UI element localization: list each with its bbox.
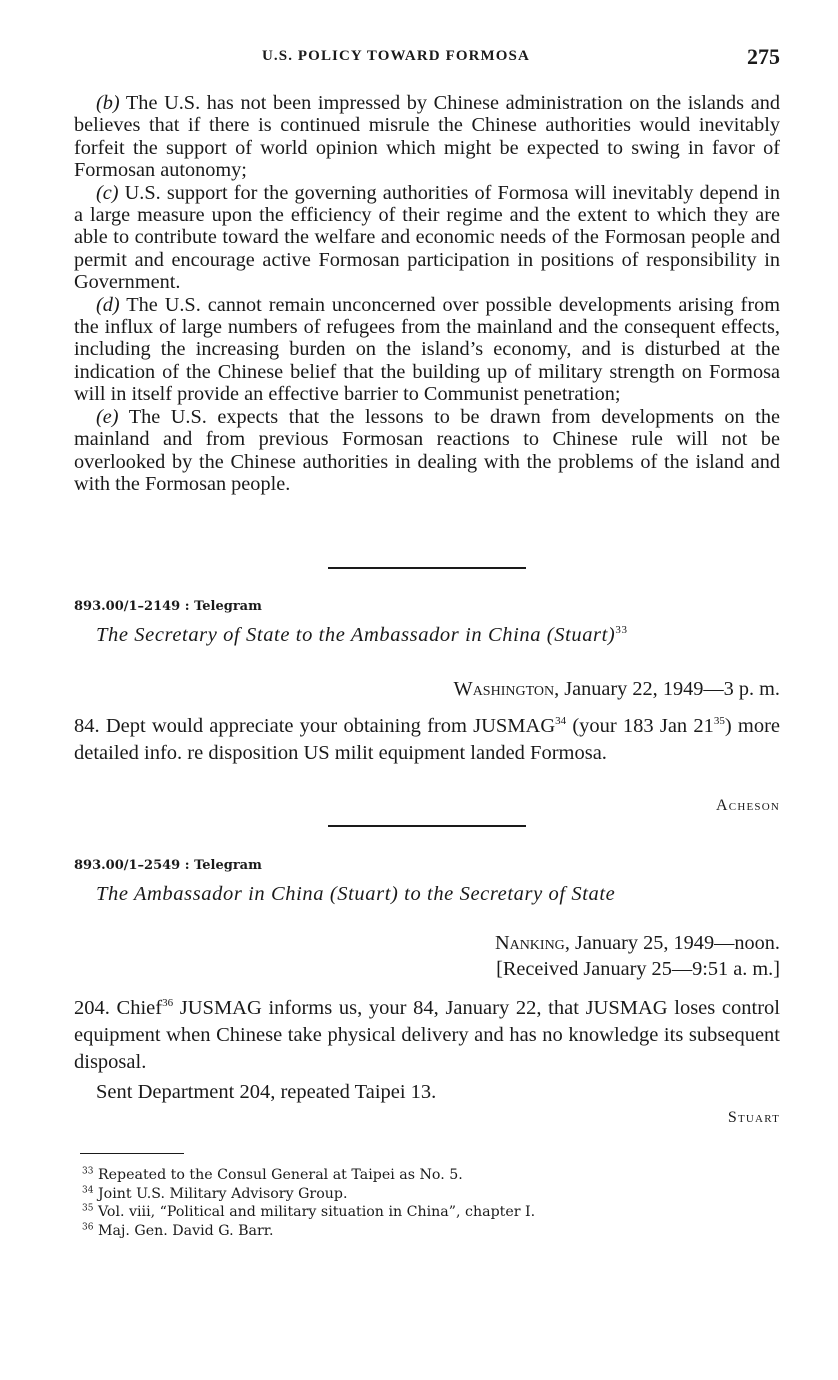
dateline-date: , January 22, 1949—3 p. m.: [554, 678, 780, 700]
telegram-text: ) more detailed info. re disposition US milit equipment landed Formosa.: [74, 715, 780, 764]
telegram-text: (your 183 Jan 21: [572, 715, 714, 737]
footnote-marker: 36: [162, 997, 174, 1010]
point-label: (c): [96, 181, 119, 204]
footnote-number: 33: [82, 1166, 94, 1177]
dateline-place: Nanking: [494, 932, 565, 954]
policy-point-c: [74, 182, 780, 294]
point-text: The U.S. has not been impressed by Chinese administration on the islands and believes that if there is continued misrule the Chinese authorities would inevitably forfeit the support of world opinion which might be expected to swing in favor of Formosan autonomy;: [74, 92, 780, 182]
footnote: [82, 1166, 772, 1185]
dateline-place: Washington: [453, 678, 555, 700]
signature: Stuart: [727, 1109, 780, 1126]
point-text: The U.S. expects that the lessons to be drawn from developments on the mainland and from previous Formosan reactions to Chinese rule will not be overlooked by the Chinese authorities in dealing with the problems of the island and with the Formosan people.: [74, 405, 780, 495]
document-title: [96, 624, 628, 647]
policy-point-e: [74, 406, 780, 496]
section-divider: [328, 825, 526, 827]
telegram-text: Dept would appreciate your obtaining from JUSMAG: [105, 715, 556, 737]
sent-line: Sent Department 204, repeated Taipei 13.: [96, 1081, 437, 1103]
footnote-text: Repeated to the Consul General at Taipei as No. 5.: [97, 1167, 463, 1183]
file-reference: 893.00/1–2149 : Telegram: [74, 599, 262, 614]
footnote: [82, 1185, 772, 1204]
file-reference: 893.00/1–2549 : Telegram: [74, 858, 262, 873]
footnote-number: 34: [82, 1184, 94, 1195]
telegram-body: [74, 713, 780, 767]
running-title: U.S. POLICY TOWARD FORMOSA: [262, 48, 530, 64]
dateline: [495, 932, 780, 955]
telegram-body: [74, 995, 780, 1076]
footnote-number: 36: [82, 1221, 94, 1232]
policy-point-d: [74, 294, 780, 406]
section-divider: [328, 567, 526, 569]
telegram-text: 204. Chief: [74, 997, 163, 1019]
point-label: (b): [96, 92, 120, 114]
footnote-number: 35: [82, 1203, 94, 1214]
policy-points: [74, 92, 780, 495]
signature: Acheson: [716, 797, 780, 814]
point-text: The U.S. cannot remain unconcerned over possible developments arising from the influx of large numbers of refugees from the mainland and the consequent effects, including the increasing burden on the island’s economy, and is disturbed at the indication of the Chinese belief that the building up of military strength on Formosa will in itself provide an effective barrier to Communist penetration;: [74, 293, 780, 406]
dateline-date: , January 25, 1949—noon.: [564, 932, 780, 954]
point-text: U.S. support for the governing authorities of Formosa will inevitably depend in a large measure upon the efficiency of their regime and the extent to which they are able to contribute toward the welfare and economic needs of the Formosan people and permit and encourage active Formosan participation in positions of responsibility in Government.: [74, 181, 780, 294]
telegram-text: JUSMAG informs us, your 84, January 22, that JUSMAG loses control equipment when Chinese take physical delivery and has no knowledge its subsequent disposal.: [74, 997, 780, 1073]
point-label: (d): [96, 293, 120, 316]
document-title-text: The Secretary of State to the Ambassador in China (Stuart): [96, 624, 616, 646]
footnote-text: Vol. viii, “Political and military situation in China”, chapter I.: [97, 1204, 536, 1220]
footnote-marker: 35: [713, 715, 725, 728]
point-label: (e): [96, 405, 119, 428]
page-number: 275: [747, 44, 780, 69]
telegram-number: 84.: [74, 715, 100, 737]
footnote: [82, 1203, 772, 1222]
document-title: The Ambassador in China (Stuart) to the Secretary of State: [96, 883, 616, 905]
received-line: [Received January 25—9:51 a. m.]: [496, 958, 780, 980]
dateline: [454, 678, 780, 701]
footnote-marker: 34: [555, 715, 567, 728]
policy-point-b: [74, 92, 780, 182]
footnote-marker: 33: [615, 624, 628, 637]
footnote: [82, 1222, 772, 1241]
footnotes: [82, 1166, 772, 1240]
footnote-text: Joint U.S. Military Advisory Group.: [97, 1185, 348, 1202]
running-head: [74, 44, 780, 74]
footnote-rule: [80, 1153, 184, 1154]
footnote-text: Maj. Gen. David G. Barr.: [97, 1222, 274, 1239]
